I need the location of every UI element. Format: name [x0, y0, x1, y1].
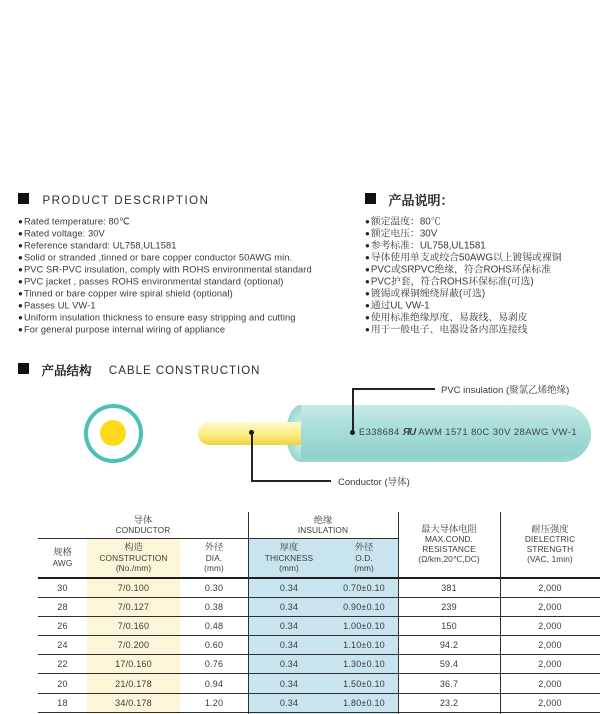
col-header-construction: 构造 CONSTRUCTION (No./mm)	[99, 542, 168, 573]
cell-resistance: 381	[441, 583, 457, 594]
cell-dia: 1.20	[204, 697, 224, 708]
table-row	[38, 579, 600, 598]
group-header-conductor: 导体 CONDUCTOR	[115, 514, 171, 536]
conductor-core-icon	[100, 420, 126, 446]
list-item	[18, 228, 366, 240]
bullet-icon: ●	[18, 229, 23, 239]
cell-resistance: 150	[441, 621, 457, 632]
bullet-icon: ●	[365, 253, 370, 263]
cell-construction: 34/0.178	[115, 697, 152, 708]
list-item	[365, 300, 601, 312]
list-item	[365, 312, 601, 324]
table-vline-2	[398, 512, 399, 714]
cell-od: 1.10±0.10	[343, 640, 385, 651]
cell-awg: 20	[57, 678, 68, 689]
list-item	[365, 324, 601, 336]
list-item-text: Reference standard: UL758,UL1581	[23, 240, 177, 251]
cell-thickness: 0.34	[279, 697, 299, 708]
spec-table	[38, 511, 600, 714]
table-row	[38, 694, 600, 713]
cell-awg: 24	[57, 640, 68, 651]
list-item-text: PVC SR-PVC insulation, comply with ROHS environmental standard	[23, 264, 312, 275]
bullet-icon: ●	[18, 265, 23, 275]
cell-dielectric: 2,000	[538, 678, 562, 689]
construction-title-cn: 产品结构	[41, 364, 92, 378]
col-header-awg: 规格 AWG	[52, 547, 73, 568]
list-item-text: PVC或SRPVC绝缘，符合ROHS环保标准	[370, 264, 552, 276]
cell-thickness: 0.34	[279, 621, 299, 632]
cell-construction: 7/0.127	[117, 602, 150, 613]
list-item-text: PVC护套，符合ROHS环保标准(可选)	[370, 276, 534, 288]
cell-awg: 28	[57, 602, 68, 613]
list-item-text: 通过UL VW-1	[370, 300, 430, 312]
list-item	[365, 240, 601, 252]
bullet-icon: ●	[18, 253, 23, 263]
header-divider-line	[38, 577, 600, 580]
conductor-callout-line-h	[251, 480, 331, 482]
cell-construction: 7/0.160	[117, 621, 150, 632]
bullet-icon: ●	[365, 277, 370, 287]
group-divider-line	[38, 538, 398, 539]
list-item	[18, 276, 366, 288]
bullet-icon: ●	[365, 289, 370, 299]
list-item	[365, 216, 601, 228]
cell-thickness: 0.34	[279, 659, 299, 670]
table-row	[38, 674, 600, 693]
bullet-icon: ●	[18, 313, 23, 323]
cable-print-text	[301, 427, 583, 438]
group-header-insulation: 绝缘 INSULATION	[297, 514, 349, 536]
list-item	[18, 288, 366, 300]
bullet-icon: ●	[18, 241, 23, 251]
cell-dielectric: 2,000	[538, 602, 562, 613]
col-header-thickness: 厚度 THICKNESS (mm)	[264, 542, 314, 573]
list-item	[365, 288, 601, 300]
list-item	[18, 264, 366, 276]
list-item	[365, 228, 601, 240]
list-item-text: 使用标准绝缘厚度、易裁线、易剥皮	[370, 312, 528, 324]
list-item-text: Uniform insulation thickness to ensure easy stripping and cutting	[23, 312, 296, 323]
bullet-icon: ●	[365, 217, 370, 226]
bullet-icon: ●	[365, 229, 370, 239]
bullet-icon: ●	[18, 301, 23, 311]
list-item	[18, 312, 366, 324]
cell-od: 1.00±0.10	[343, 621, 385, 632]
bullet-icon: ●	[18, 217, 23, 226]
table-body	[38, 579, 600, 713]
insulation-callout-line-h	[352, 388, 435, 390]
bullet-icon: ●	[18, 277, 23, 287]
table-row	[38, 598, 600, 617]
cell-od: 0.70±0.10	[343, 583, 385, 594]
cell-awg: 18	[57, 697, 68, 708]
list-item	[365, 264, 601, 276]
cell-dielectric: 2,000	[538, 659, 562, 670]
insulation-label: PVC insulation (聚氯乙烯绝缘)	[441, 385, 570, 396]
section-square-icon	[365, 193, 376, 204]
cell-awg: 26	[57, 621, 68, 632]
list-item-text: 额定电压：30V	[370, 228, 438, 240]
cell-dia: 0.76	[204, 659, 224, 670]
list-item-text: 导体使用单支或绞合50AWG以上镀锡或裸铜	[370, 252, 562, 264]
conductor-callout-line-v	[251, 433, 253, 481]
bullet-icon: ●	[365, 241, 370, 251]
cell-od: 1.30±0.10	[343, 659, 385, 670]
col-header-od: 外径 O.D. (mm)	[354, 542, 374, 573]
cell-od: 1.80±0.10	[343, 697, 385, 708]
bullet-icon: ●	[365, 325, 370, 335]
list-item-text: PVC jacket , passes ROHS environmental standard (optional)	[23, 276, 284, 287]
cell-dia: 0.60	[204, 640, 224, 651]
product-description-header	[18, 191, 209, 209]
cell-construction: 17/0.160	[115, 659, 152, 670]
list-item-text: Solid or stranded ,tinned or bare copper conductor 50AWG min.	[23, 252, 293, 263]
insulation-callout-line-v	[352, 388, 354, 432]
list-item-text: Rated temperature: 80℃	[23, 216, 130, 227]
list-item-text: 额定温度：80℃	[370, 216, 441, 228]
list-item	[18, 252, 366, 264]
col-header-dielectric: 耐压强度 DIELECTRIC STRENGTH (VAC, 1min)	[524, 523, 576, 565]
cable-cert-number: E338684	[358, 427, 400, 438]
col-header-resistance: 最大导体电阻 MAX.COND. RESISTANCE (Ω/km,20℃,DC)	[418, 523, 480, 565]
product-description-list	[18, 216, 366, 336]
cell-construction: 7/0.200	[117, 640, 150, 651]
cell-construction: 21/0.178	[115, 678, 152, 689]
table-vline-1	[248, 512, 249, 714]
list-item	[365, 252, 601, 264]
cell-thickness: 0.34	[279, 583, 299, 594]
table-row	[38, 617, 600, 636]
table-vline-3	[500, 512, 501, 714]
cell-resistance: 239	[441, 602, 457, 613]
ul-recognized-icon: ЯU	[402, 427, 416, 438]
section-square-icon	[18, 193, 29, 204]
list-item	[18, 240, 366, 252]
cell-thickness: 0.34	[279, 678, 299, 689]
cell-construction: 7/0.100	[117, 583, 150, 594]
list-item-text: For general purpose internal wiring of appliance	[23, 324, 226, 335]
construction-header	[18, 361, 260, 379]
bullet-icon: ●	[18, 325, 23, 335]
cell-resistance: 94.2	[439, 640, 459, 651]
list-item-text: 参考标准：UL758,UL1581	[370, 240, 486, 252]
cell-resistance: 59.4	[439, 659, 459, 670]
cell-dielectric: 2,000	[538, 621, 562, 632]
list-item	[18, 324, 366, 336]
bullet-icon: ●	[18, 289, 23, 299]
bullet-icon: ●	[365, 265, 370, 275]
list-item-text: 镀锡或裸铜缠绕屏蔽(可选)	[370, 288, 486, 300]
cell-dia: 0.48	[204, 621, 224, 632]
product-notes-header	[365, 190, 453, 209]
cell-dielectric: 2,000	[538, 697, 562, 708]
cell-dielectric: 2,000	[538, 640, 562, 651]
list-item-text: Passes UL VW-1	[23, 300, 96, 311]
cell-dia: 0.38	[204, 602, 224, 613]
list-item-text: Rated voltage: 30V	[23, 228, 105, 239]
conductor-label: Conductor (导体)	[338, 477, 410, 488]
cell-dielectric: 2,000	[538, 583, 562, 594]
cell-dia: 0.94	[204, 678, 224, 689]
product-description-title: PRODUCT DESCRIPTION	[42, 195, 210, 207]
cell-od: 0.90±0.10	[343, 602, 385, 613]
list-item-text: Tinned or bare copper wire spiral shield (optional)	[23, 288, 233, 299]
table-row	[38, 655, 600, 674]
list-item-text: 用于一般电子、电器设备内部连接线	[370, 324, 528, 336]
list-item	[365, 276, 601, 288]
cell-resistance: 23.2	[439, 697, 459, 708]
cell-thickness: 0.34	[279, 640, 299, 651]
product-notes-list	[365, 216, 601, 336]
cell-thickness: 0.34	[279, 602, 299, 613]
bullet-icon: ●	[365, 313, 370, 323]
product-notes-title: 产品说明：	[388, 193, 454, 208]
cell-awg: 22	[57, 659, 68, 670]
cell-awg: 30	[57, 583, 68, 594]
cell-dia: 0.30	[204, 583, 224, 594]
construction-title-en: CABLE CONSTRUCTION	[108, 365, 261, 377]
list-item	[18, 300, 366, 312]
col-header-dia: 外径 DIA. (mm)	[204, 542, 224, 573]
cable-spec-text: AWM 1571 80C 30V 28AWG VW-1	[418, 427, 577, 438]
bullet-icon: ●	[365, 301, 370, 311]
list-item	[18, 216, 366, 228]
table-row	[38, 636, 600, 655]
cell-resistance: 36.7	[439, 678, 459, 689]
cell-od: 1.50±0.10	[343, 678, 385, 689]
section-square-icon	[18, 363, 29, 374]
